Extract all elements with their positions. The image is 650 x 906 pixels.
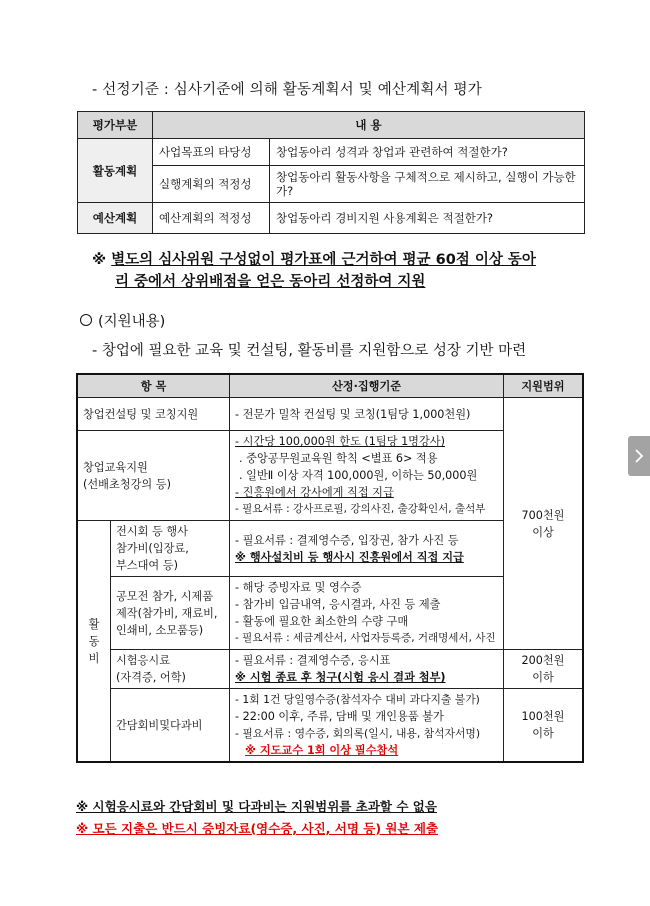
eval-header-content: 내 용 xyxy=(153,112,585,139)
eval-category-budget: 예산계획 xyxy=(78,203,153,234)
range-100: 100천원 이하 xyxy=(504,689,584,763)
note-line-1: 별도의 심사위원 구성없이 평가표에 근거하여 평균 60점 이상 동아 xyxy=(111,252,536,268)
selection-note xyxy=(92,249,602,293)
footnote-limit: ※ 시험응시료와 간담회비 및 다과비는 지원범위를 초과할 수 없음 xyxy=(76,799,437,814)
eval-category-activity: 활동계획 xyxy=(78,139,153,203)
circle-bullet-icon xyxy=(80,314,92,326)
support-header-range: 지원범위 xyxy=(504,374,584,398)
criteria-education: - 시간당 100,000원 한도 (1팀당 1명강사) . 중앙공무원교육원 학칙 <별표 6> 적용 . 일반Ⅱ 이상 자격 100,000원, 이하는 50,000원 - 진흥원에서 강사에게 직접 지급 - 필요서류 : 강사프로필, 강의사진, 출강확인서, 출석부 xyxy=(230,431,504,521)
chevron-right-icon xyxy=(634,448,644,464)
eval-content: 창업동아리 성격과 창업과 관련하여 적절한가? xyxy=(270,139,585,166)
range-200: 200천원 이하 xyxy=(504,650,584,689)
next-page-button[interactable] xyxy=(628,436,650,476)
criteria-consulting: - 전문가 밀착 컨설팅 및 코칭(1팀당 1,000천원) xyxy=(230,398,504,431)
item-meeting: 간담회비및다과비 xyxy=(111,689,230,763)
note-line-2: 리 중에서 상위배점을 얻은 동아리 선정하여 지원 xyxy=(115,274,426,290)
item-consulting: 창업컨설팅 및 코칭지원 xyxy=(77,398,230,431)
support-header-criteria: 산정·집행기준 xyxy=(230,374,504,398)
criteria-meeting: - 1회 1건 당일영수증(참석자수 대비 과다지출 불가) - 22:00 이후, 주류, 담배 및 개인용품 불가 - 필요서류 : 영수증, 회의록(일시, 내용, 참석자서명) ※ 지도교수 1회 이상 필수참석 xyxy=(230,689,504,763)
footnote-evidence: ※ 모든 지출은 반드시 증빙자료(영수증, 사진, 서명 등) 원본 제출 xyxy=(76,821,439,836)
item-exhibit: 전시회 등 행사 참가비(입장료, 부스대여 등) xyxy=(111,521,230,577)
eval-item: 사업목표의 타당성 xyxy=(153,139,270,166)
eval-item: 실행계획의 적정성 xyxy=(153,166,270,203)
section-support-title xyxy=(80,310,165,331)
eval-content: 창업동아리 경비지원 사용계획은 적절한가? xyxy=(270,203,585,234)
note-mark: ※ xyxy=(92,252,107,268)
eval-header-part: 평가부분 xyxy=(78,112,153,139)
section-title-text: (지원내용) xyxy=(98,314,166,330)
item-exam: 시험응시료 (자격증, 어학) xyxy=(111,650,230,689)
support-table xyxy=(76,373,584,763)
criteria-contest: - 해당 증빙자료 및 영수증 - 참가비 입금내역, 응시결과, 사진 등 제출 - 활동에 필요한 최소한의 수량 구매 - 필요서류 : 세금계산서, 사업자등록증, 거래명세서, 사진 xyxy=(230,577,504,650)
evaluation-table xyxy=(77,111,585,234)
support-description: - 창업에 필요한 교육 및 컨설팅, 활동비를 지원함으로 성장 기반 마련 xyxy=(92,343,527,359)
criteria-exam: - 필요서류 : 결제영수증, 응시표 ※ 시험 종료 후 청구(시험 응시 결과 첨부) xyxy=(230,650,504,689)
criteria-line: - 선정기준 : 심사기준에 의해 활동계획서 및 예산계획서 평가 xyxy=(92,82,482,98)
item-contest: 공모전 참가, 시제품 제작(참가비, 재료비, 인쇄비, 소모품등) xyxy=(111,577,230,650)
eval-item: 예산계획의 적정성 xyxy=(153,203,270,234)
support-header-item: 항 목 xyxy=(77,374,230,398)
criteria-exhibit: - 필요서류 : 결제영수증, 입장권, 참가 사진 등 ※ 행사설치비 등 행사시 진흥원에서 직접 지급 xyxy=(230,521,504,577)
activity-group-label: 활 동 비 xyxy=(77,521,111,763)
eval-content: 창업동아리 활동사항을 구체적으로 제시하고, 실행이 가능한가? xyxy=(270,166,585,203)
item-education: 창업교육지원 (선배초청강의 등) xyxy=(77,431,230,521)
range-700: 700천원 이상 xyxy=(504,398,584,650)
